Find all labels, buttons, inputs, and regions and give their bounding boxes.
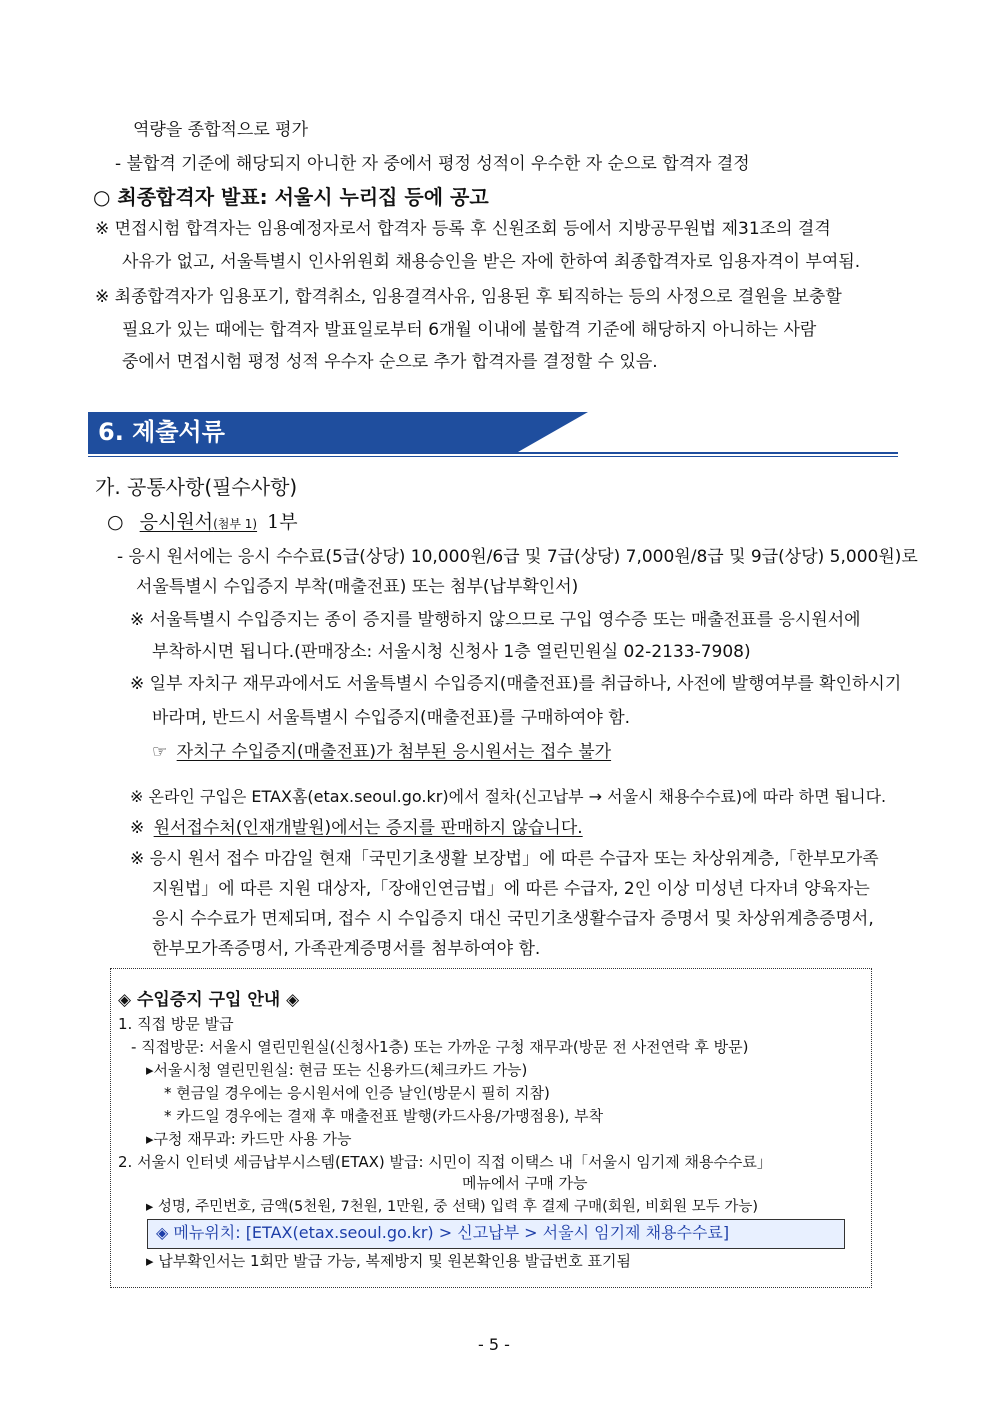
menu-location: ◈ 메뉴위치: [ETAX(etax.seoul.go.kr) > 신고납부 > 서울시 임기제 채용수수료] xyxy=(156,1223,730,1242)
note-line: 필요가 있는 때에는 합격자 발표일로부터 6개월 이내에 불합격 기준에 해당하지 아니하는 사람 xyxy=(122,320,817,340)
note-line: 지원법」에 따른 지원 대상자,「장애인연금법」에 따른 수급자, 2인 이상 미성년 다자녀 양육자는 xyxy=(152,879,870,899)
note-line: 중에서 면접시험 평정 성적 우수자 순으로 추가 합격자를 결정할 수 있음. xyxy=(122,352,658,372)
box-line: 메뉴에서 구매 가능 xyxy=(462,1174,588,1192)
final-announcement: ○ 최종합격자 발표: 서울시 누리집 등에 공고 xyxy=(93,185,489,209)
box-line: * 현금일 경우에는 응시원서에 인증 날인(방문시 필히 지참) xyxy=(164,1084,550,1102)
note-mark: ※ xyxy=(130,818,145,838)
note-line: ※ 온라인 구입은 ETAX홈(etax.seoul.go.kr)에서 절차(신고납부 → 서울시 채용수수료)에 따라 하면 됩니다. xyxy=(130,787,887,806)
box-line: 2. 서울시 인터넷 세금납부시스템(ETAX) 발급: 시민이 직접 이택스 내「서울시 임기제 채용수수료」 xyxy=(118,1153,772,1171)
note-line: ※ 일부 자치구 재무과에서도 서울특별시 수입증지(매출전표)를 취급하나, 사전에 발행여부를 확인하시기 xyxy=(130,674,902,694)
section-header-slant xyxy=(518,412,588,452)
page-number: - 5 - xyxy=(478,1335,510,1354)
box-line: ▸ 납부확인서는 1회만 발급 가능, 복제방지 및 원본확인용 발급번호 표기됨 xyxy=(146,1252,631,1270)
note-line: 한부모가족증명서, 가족관계증명서를 첨부하여야 함. xyxy=(152,939,541,959)
bullet: ○ xyxy=(107,511,124,533)
warning-text: 자치구 수입증지(매출전표)가 첨부된 응시원서는 접수 불가 xyxy=(176,742,612,762)
note-line: 응시 수수료가 면제되며, 접수 시 수입증지 대신 국민기초생활수급자 증명서 및 차상위계층증명서, xyxy=(152,909,874,929)
subsection-title: 가. 공통사항(필수사항) xyxy=(95,475,298,499)
divider xyxy=(88,452,898,454)
pointing-hand-icon: ☞ xyxy=(152,742,168,762)
note-underlined: 원서접수처(인재개발원)에서는 증지를 판매하지 않습니다. xyxy=(153,818,583,838)
note-line: ※ 최종합격자가 임용포기, 합격취소, 임용결격사유, 임용된 후 퇴직하는 등의 사정으로 결원을 보충할 xyxy=(95,287,842,307)
fee-line: - 응시 원서에는 응시 수수료(5급(상당) 10,000원/6급 및 7급(상당) 7,000원/8급 및 9급(상당) 5,000원)로 xyxy=(117,547,918,567)
box-line: ▸구청 재무과: 카드만 사용 가능 xyxy=(146,1130,352,1148)
attachment-ref: (첨부 1) xyxy=(213,517,258,531)
note-line: ※ 서울특별시 수입증지는 종이 증지를 발행하지 않으므로 구입 영수증 또는 매출전표를 응시원서에 xyxy=(130,610,861,630)
box-line: ▸서울시청 열린민원실: 현금 또는 신용카드(체크카드 가능) xyxy=(146,1061,528,1079)
box-line: 1. 직접 방문 발급 xyxy=(118,1015,234,1033)
application-form-name: 응시원서 xyxy=(139,511,214,533)
note-line: 바라며, 반드시 서울특별시 수입증지(매출전표)를 구매하여야 함. xyxy=(152,708,631,728)
note-line: ※ 응시 원서 접수 마감일 현재「국민기초생활 보장법」에 따른 수급자 또는 차상위계층,「한부모가족 xyxy=(130,849,879,869)
section-title: 6. 제출서류 xyxy=(98,418,225,446)
box-title: ◈ 수입증지 구입 안내 ◈ xyxy=(118,990,300,1010)
warning-line xyxy=(152,740,611,764)
divider xyxy=(88,456,898,457)
box-line: ▸ 성명, 주민번호, 금액(5천원, 7천원, 1만원, 중 선택) 입력 후 결제 구매(회원, 비회원 모두 가능) xyxy=(146,1199,758,1215)
item-count: 1부 xyxy=(267,511,298,533)
box-line: * 카드일 경우에는 결재 후 매출전표 발행(카드사용/가맹점용), 부착 xyxy=(164,1107,604,1125)
text-line: 역량을 종합적으로 평가 xyxy=(133,120,309,140)
text-line: - 불합격 기준에 해당되지 아니한 자 중에서 평정 성적이 우수한 자 순으로 합격자 결정 xyxy=(115,154,750,174)
note-line: 부착하시면 됩니다.(판매장소: 서울시청 신청사 1층 열린민원실 02-2133-7908) xyxy=(152,642,751,662)
fee-line: 서울특별시 수입증지 부착(매출전표) 또는 첨부(납부확인서) xyxy=(136,577,579,597)
note-line: 사유가 없고, 서울특별시 인사위원회 채용승인을 받은 자에 한하여 최종합격자로 임용자격이 부여됨. xyxy=(122,252,861,272)
note-line: ※ 면접시험 합격자는 임용예정자로서 합격자 등록 후 신원조회 등에서 지방공무원법 제31조의 결격 xyxy=(95,219,831,239)
document-item xyxy=(107,508,298,538)
note-line xyxy=(130,816,583,840)
section-header xyxy=(88,412,898,456)
box-line: - 직접방문: 서울시 열린민원실(신청사1층) 또는 가까운 구청 재무과(방문 전 사전연락 후 방문) xyxy=(131,1038,749,1056)
